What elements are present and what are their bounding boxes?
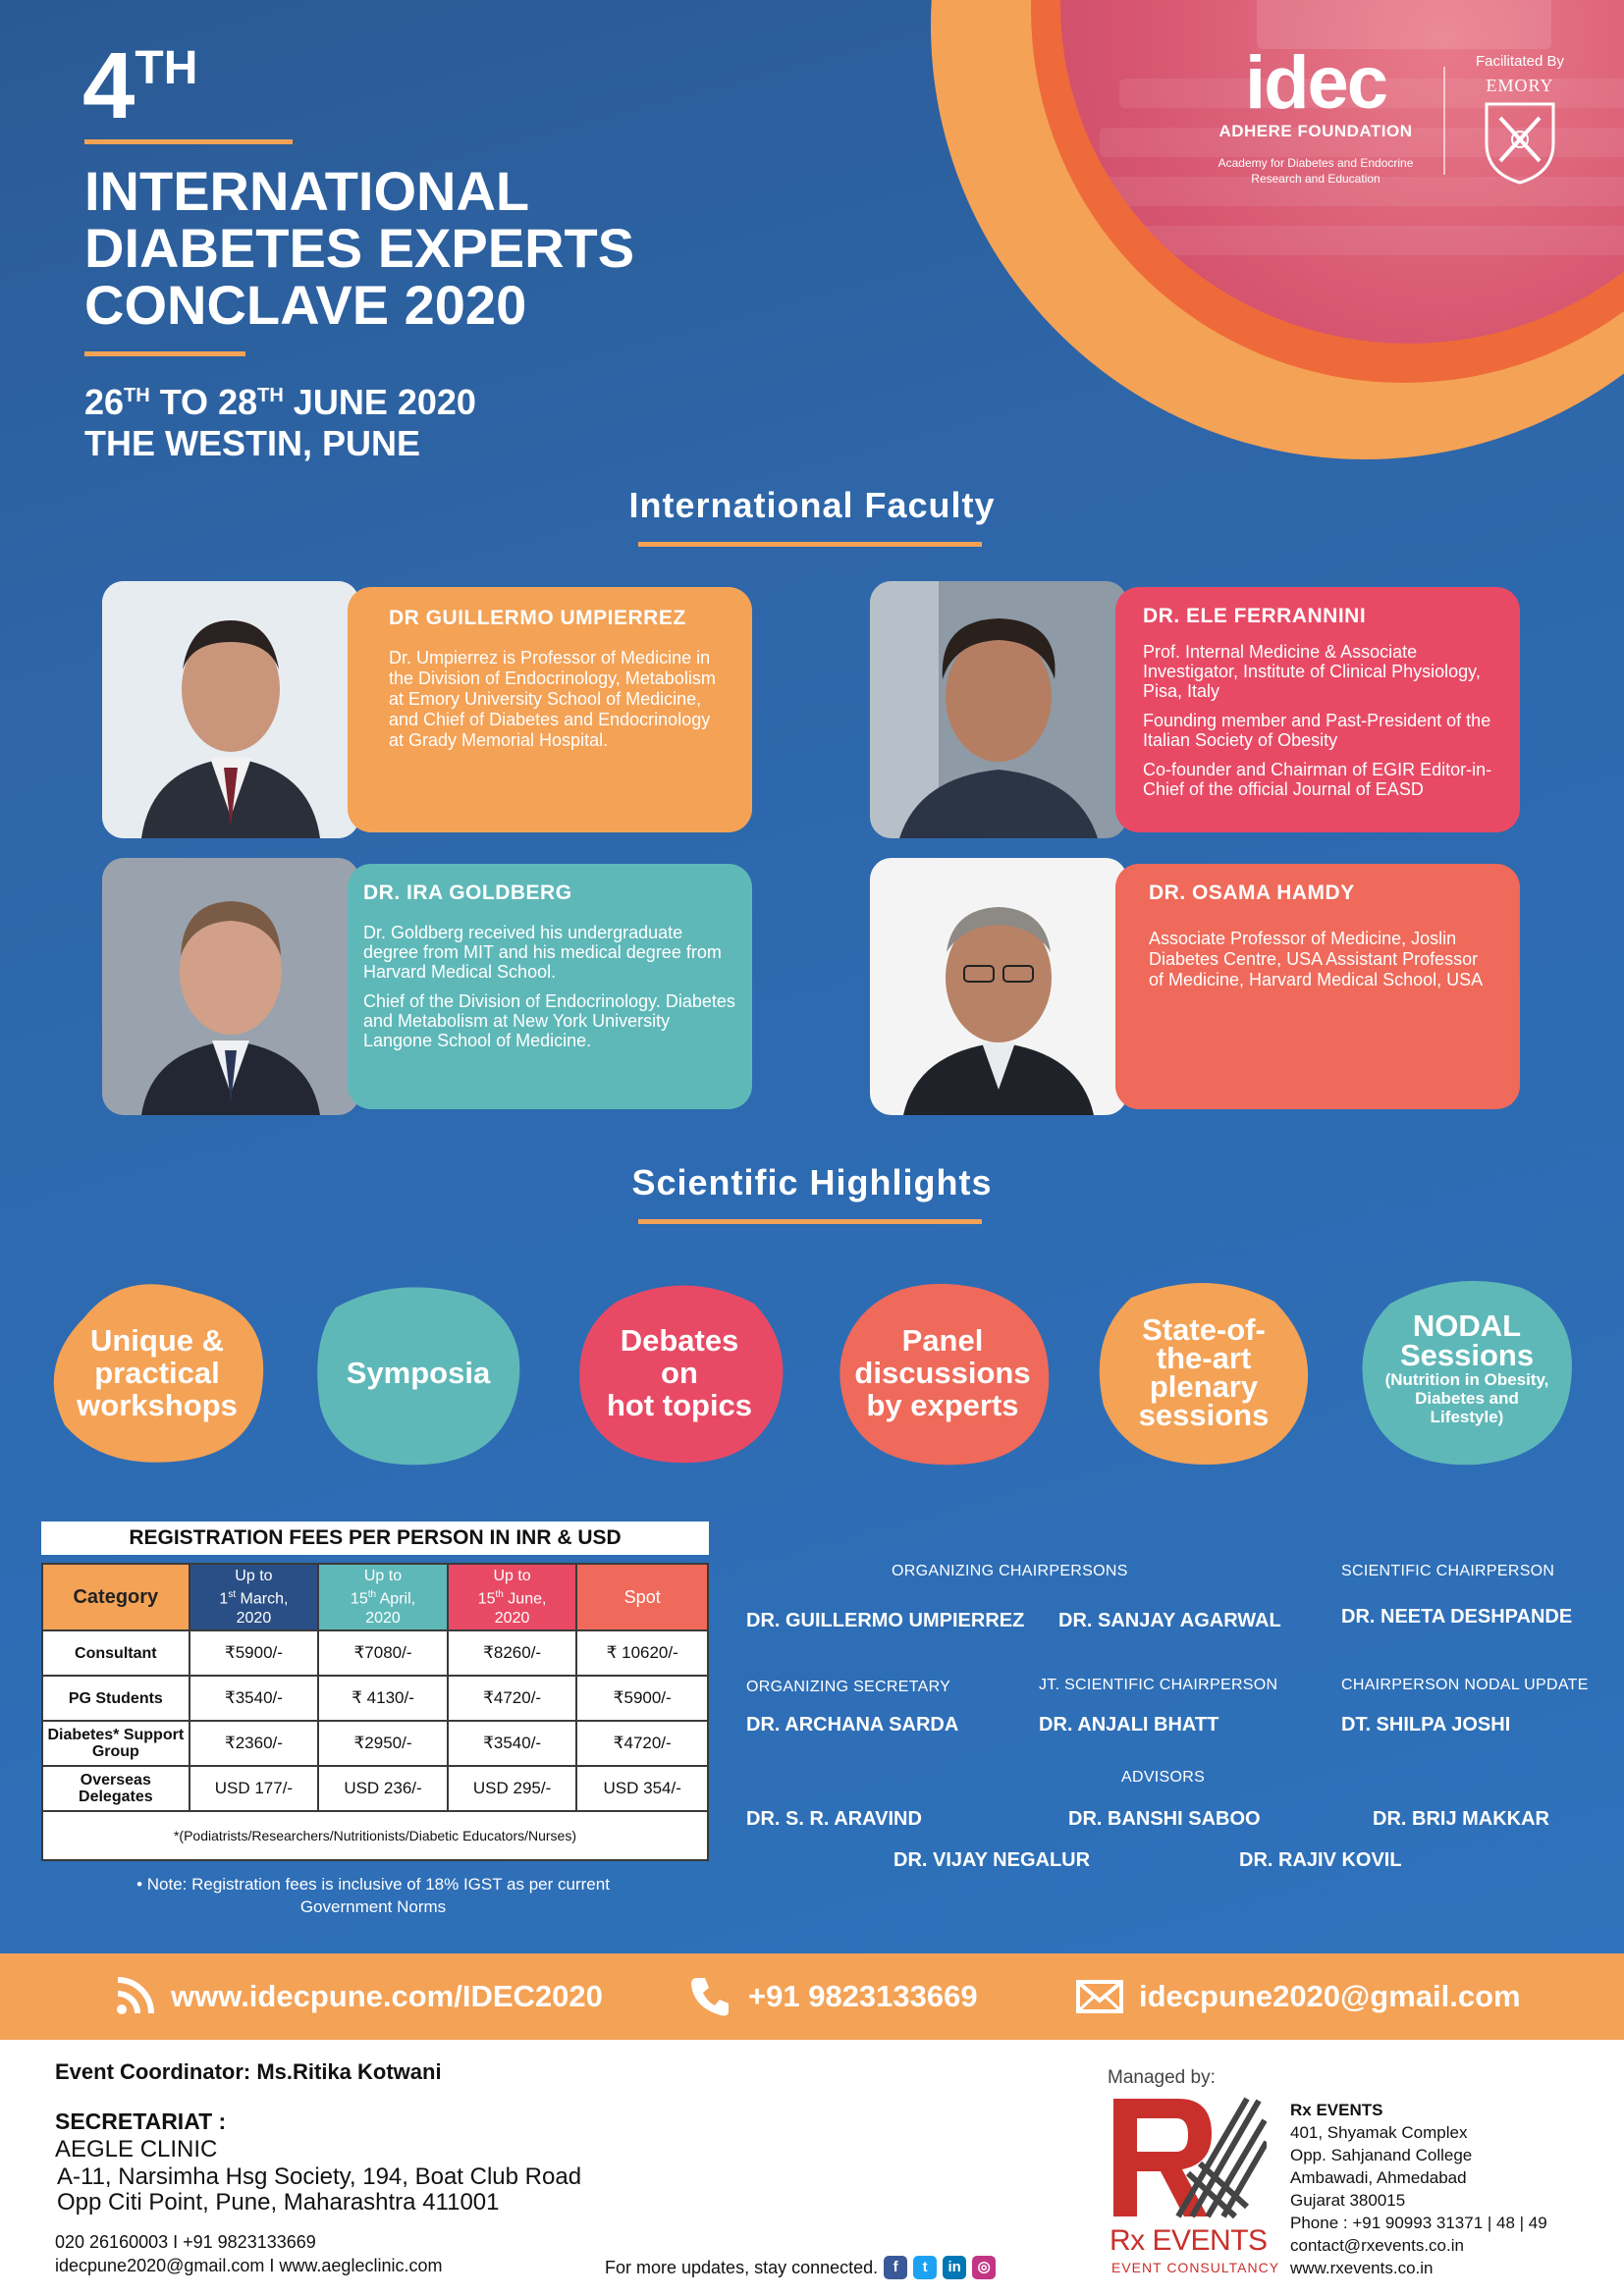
highlight-workshops: Unique & practical workshops: [45, 1278, 269, 1467]
jt-sci: DR. ANJALI BHATT: [1039, 1714, 1219, 1735]
event-venue: THE WESTIN, PUNE: [84, 423, 421, 463]
idec-logo: idec ADHERE FOUNDATION Academy for Diabetes and Endocrine Research and Education: [1218, 41, 1414, 186]
photo-ferrannini: [870, 581, 1127, 838]
org-sec-role: ORGANIZING SECRETARY: [746, 1679, 951, 1695]
org-chair-role: ORGANIZING CHAIRPERSONS: [892, 1563, 1128, 1579]
photo-goldberg: [102, 858, 359, 1115]
instagram-icon[interactable]: ◎: [972, 2256, 996, 2279]
faculty-card-umpierrez: DR GUILLERMO UMPIERREZ Dr. Umpierrez is Professor of Medicine in the Division of Endocrinology, Metabolism at Emory University School of Medicine, and Chief of Diabetes and Endocrinology at Grady Memorial Hospital.: [348, 587, 752, 832]
col-june: Up to 15th June, 2020: [448, 1564, 577, 1630]
org-chair-1: DR. GUILLERMO UMPIERREZ: [746, 1610, 1025, 1631]
event-coordinator: Event Coordinator: Ms.Ritika Kotwani: [55, 2059, 442, 2084]
highlight-symposia: Symposia: [306, 1278, 530, 1467]
secretariat-web: idecpune2020@gmail.com I www.aegleclinic.com: [55, 2256, 443, 2275]
highlights-rule: [638, 1219, 982, 1224]
advisor-5: DR. RAJIV KOVIL: [1239, 1849, 1402, 1871]
nodal-role: CHAIRPERSON NODAL UPDATE: [1341, 1677, 1589, 1693]
advisor-4: DR. VIJAY NEGALUR: [893, 1849, 1091, 1871]
table-row: Diabetes* Support Group ₹2360/- ₹2950/- ₹3540/- ₹4720/-: [42, 1721, 708, 1766]
phone-link[interactable]: +91 9823133669: [687, 1953, 978, 2040]
photo-hamdy: [870, 858, 1127, 1115]
mail-icon: [1076, 1979, 1123, 2014]
sci-chair-role: SCIENTIFIC CHAIRPERSON: [1341, 1563, 1555, 1579]
faculty-heading: International Faculty: [628, 485, 996, 525]
rss-icon: [114, 1976, 155, 2017]
emory-shield-icon: [1481, 98, 1559, 187]
rx-events-sub: EVENT CONSULTANCY: [1111, 2260, 1280, 2275]
secretariat-address-2: Opp Citi Point, Pune, Maharashtra 411001: [57, 2189, 500, 2216]
sci-chair: DR. NEETA DESHPANDE: [1341, 1606, 1573, 1628]
rule-mid: [84, 351, 245, 356]
col-early: Up to 1st March, 2020: [189, 1564, 319, 1630]
registration-title: REGISTRATION FEES PER PERSON IN INR & USD: [41, 1522, 709, 1555]
nodal-chair: DT. SHILPA JOSHI: [1341, 1714, 1511, 1735]
registration-table: [41, 1563, 709, 1861]
highlight-panel: Panel discussions by experts: [831, 1278, 1055, 1467]
stay-connected: For more updates, stay connected. f t in ◎: [605, 2256, 996, 2279]
registration-note: • Note: Registration fees is inclusive of 18% IGST as per current Government Norms: [136, 1875, 610, 1916]
table-row: PG Students ₹3540/- ₹ 4130/- ₹4720/- ₹5900/-: [42, 1676, 708, 1721]
photo-umpierrez: [102, 581, 359, 838]
faculty-rule: [638, 542, 982, 547]
highlight-nodal: NODAL Sessions (Nutrition in Obesity, Diabetes and Lifestyle): [1355, 1274, 1579, 1463]
faculty-card-ferrannini: DR. ELE FERRANNINI Prof. Internal Medicine & Associate Investigator, Institute of Clinical Physiology, Pisa, Italy Founding member and Past-President of the Italian Society of Obesity Co-founder and Chairman of EGIR Editor-in-Chief of the official Journal of EASD: [1115, 587, 1520, 832]
rx-events-address: Rx EVENTS 401, Shyamak Complex Opp. Sahjanand College Ambawadi, Ahmedabad Gujarat 380015 Phone : +91 90993 31371 | 48 | 49 contact@rxevents.co.in www.rxevents.co.in: [1290, 2101, 1547, 2277]
emory-logo: Facilitated By EMORY: [1461, 53, 1579, 190]
advisor-3: DR. BRIJ MAKKAR: [1373, 1808, 1549, 1830]
facebook-icon[interactable]: f: [884, 2256, 907, 2279]
faculty-card-goldberg: DR. IRA GOLDBERG Dr. Goldberg received his undergraduate degree from MIT and his medical degree from Harvard Medical School. Chief of the Division of Endocrinology. Diabetes and Metabolism at New York University Langone School of Medicine.: [348, 864, 752, 1109]
table-row: Consultant ₹5900/- ₹7080/- ₹8260/- ₹ 10620/-: [42, 1630, 708, 1676]
event-title: INTERNATIONAL DIABETES EXPERTS CONCLAVE 2020: [84, 160, 635, 336]
jt-sci-role: JT. SCIENTIFIC CHAIRPERSON: [1039, 1677, 1278, 1693]
event-dates: 26TH TO 28TH JUNE 2020 THE WESTIN, PUNE: [84, 382, 476, 463]
rule-top: [84, 139, 293, 144]
faculty-card-hamdy: DR. OSAMA HAMDY Associate Professor of Medicine, Joslin Diabetes Centre, USA Assistant Professor of Medicine, Harvard Medical School, USA: [1115, 864, 1520, 1109]
col-april: Up to 15th April, 2020: [318, 1564, 448, 1630]
twitter-icon[interactable]: t: [913, 2256, 937, 2279]
advisors-role: ADVISORS: [1121, 1769, 1206, 1786]
col-spot: Spot: [576, 1564, 708, 1630]
logo-divider: [1443, 67, 1445, 175]
table-header-row: [42, 1564, 708, 1630]
website-link[interactable]: www.idecpune.com/IDEC2020: [114, 1953, 603, 2040]
secretariat-address-1: A-11, Narsimha Hsg Society, 194, Boat Club Road: [57, 2163, 582, 2190]
col-category: Category: [42, 1564, 189, 1630]
contact-bar: [0, 1953, 1624, 2040]
email-link[interactable]: idecpune2020@gmail.com: [1076, 1953, 1521, 2040]
edition-ordinal: 4TH: [82, 33, 198, 138]
highlight-plenary: State-of- the-art plenary sessions: [1092, 1278, 1316, 1467]
phone-icon: [687, 1974, 732, 2019]
secretariat-phones: 020 26160003 I +91 9823133669: [55, 2232, 316, 2252]
linkedin-icon[interactable]: in: [943, 2256, 966, 2279]
org-sec: DR. ARCHANA SARDA: [746, 1714, 959, 1735]
table-row: Overseas Delegates USD 177/- USD 236/- USD 295/- USD 354/-: [42, 1766, 708, 1811]
highlight-debates: Debates on hot topics: [568, 1278, 791, 1467]
advisor-2: DR. BANSHI SABOO: [1068, 1808, 1261, 1830]
highlights-heading: Scientific Highlights: [631, 1162, 993, 1202]
rx-events-name: Rx EVENTS: [1110, 2224, 1268, 2257]
table-footnote-row: *(Podiatrists/Researchers/Nutritionists/Diabetic Educators/Nurses): [42, 1811, 708, 1860]
advisor-1: DR. S. R. ARAVIND: [746, 1808, 922, 1830]
secretariat-name: AEGLE CLINIC: [55, 2136, 218, 2163]
org-chair-2: DR. SANJAY AGARWAL: [1058, 1610, 1281, 1631]
managed-by-label: Managed by:: [1108, 2067, 1216, 2088]
secretariat-label: SECRETARIAT :: [55, 2109, 227, 2134]
